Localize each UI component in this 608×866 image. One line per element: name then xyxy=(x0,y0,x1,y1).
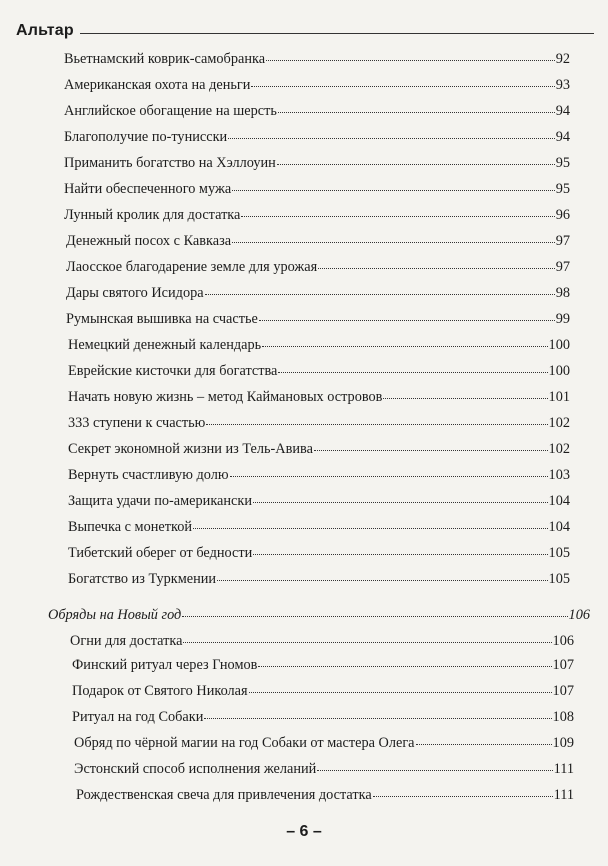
toc-entry[interactable] xyxy=(64,128,570,146)
toc-entry-page: 97 xyxy=(555,259,570,275)
toc-entry[interactable] xyxy=(64,154,570,172)
toc-entry-title: Начать новую жизнь – метод Каймановых островов xyxy=(68,389,383,405)
toc-entry[interactable] xyxy=(74,760,574,778)
toc-entry-title: Эстонский способ исполнения желаний xyxy=(74,761,317,777)
toc-entry-page: 105 xyxy=(548,545,570,561)
toc-entry-page: 107 xyxy=(552,657,574,673)
toc-entry[interactable] xyxy=(72,682,574,700)
dot-leader xyxy=(217,579,547,581)
toc-entry-title: Румынская вышивка на счастье xyxy=(66,311,258,327)
toc-entry[interactable] xyxy=(66,258,570,276)
page-number: – 6 – xyxy=(286,823,322,840)
dot-leader xyxy=(373,795,553,797)
toc-entry-page: 105 xyxy=(548,571,570,587)
toc-entry-title: Рождественская свеча для привлечения достатка xyxy=(76,787,372,803)
dot-leader xyxy=(241,215,554,217)
dot-leader xyxy=(249,691,552,693)
toc-entry[interactable] xyxy=(64,76,570,94)
dot-leader xyxy=(232,189,555,191)
toc-entry-title: Денежный посох с Кавказа xyxy=(66,233,232,249)
toc-entry-title: Тибетский оберег от бедности xyxy=(68,545,253,561)
dot-leader xyxy=(193,527,548,529)
toc-entry[interactable] xyxy=(68,362,570,380)
dot-leader xyxy=(205,293,555,295)
toc-entry-page: 92 xyxy=(555,51,570,67)
toc-entry[interactable] xyxy=(64,180,570,198)
toc-entry[interactable] xyxy=(70,632,574,650)
toc-entry-page: 97 xyxy=(555,233,570,249)
dot-leader xyxy=(278,371,547,373)
toc-entry-page: 99 xyxy=(555,311,570,327)
dot-leader xyxy=(204,717,551,719)
toc-entry-page: 104 xyxy=(548,493,570,509)
header-rule xyxy=(80,33,594,34)
dot-leader xyxy=(232,241,555,243)
dot-leader xyxy=(383,397,547,399)
toc-entry-title: Дары святого Исидора xyxy=(66,285,204,301)
toc-entry-title: Приманить богатство на Хэллоуин xyxy=(64,155,276,171)
dot-leader xyxy=(230,475,548,477)
toc-entry[interactable] xyxy=(68,518,570,536)
dot-leader xyxy=(228,137,555,139)
toc-entry-title: Вьетнамский коврик-самобранка xyxy=(64,51,266,67)
dot-leader xyxy=(318,267,554,269)
dot-leader xyxy=(206,423,547,425)
toc-entry-page: 95 xyxy=(555,155,570,171)
dot-leader xyxy=(314,449,548,451)
dot-leader xyxy=(266,59,555,61)
toc-entry-title: 333 ступени к счастью xyxy=(68,415,206,431)
toc-entry-title: Немецкий денежный календарь xyxy=(68,337,262,353)
toc-entry-page: 106 xyxy=(552,633,574,649)
toc-entry-page: 102 xyxy=(548,415,570,431)
toc-entry-page: 93 xyxy=(555,77,570,93)
toc-entry[interactable] xyxy=(64,102,570,120)
dot-leader xyxy=(251,85,554,87)
running-header xyxy=(16,18,594,44)
toc-entry-title: Защита удачи по-американски xyxy=(68,493,252,509)
toc-entry[interactable] xyxy=(68,388,570,406)
dot-leader xyxy=(182,615,567,617)
toc-entry[interactable] xyxy=(72,708,574,726)
toc-entry-title: Вернуть счастливую долю xyxy=(68,467,229,483)
toc-entry-title: Обряд по чёрной магии на год Собаки от мастера Олега xyxy=(74,735,415,751)
toc-entry-title: Финский ритуал через Гномов xyxy=(72,657,258,673)
toc-entry-title: Подарок от Святого Николая xyxy=(72,683,248,699)
toc-entry-page: 102 xyxy=(548,441,570,457)
toc-entry-page: 104 xyxy=(548,519,570,535)
toc-entry-page: 111 xyxy=(553,761,574,777)
toc-entry-page: 94 xyxy=(555,129,570,145)
dot-leader xyxy=(253,553,547,555)
toc-entry[interactable] xyxy=(66,284,570,302)
toc-entry[interactable] xyxy=(66,310,570,328)
toc-entry[interactable] xyxy=(72,656,574,674)
dot-leader xyxy=(416,743,552,745)
toc-entry[interactable] xyxy=(66,232,570,250)
toc-entry-page: 108 xyxy=(552,709,574,725)
toc-entry-title: Ритуал на год Собаки xyxy=(72,709,204,725)
toc-entry[interactable] xyxy=(68,414,570,432)
toc-entry[interactable] xyxy=(76,786,574,804)
toc-entry-page: 94 xyxy=(555,103,570,119)
toc-entry-title: Секрет экономной жизни из Тель-Авива xyxy=(68,441,313,457)
dot-leader xyxy=(262,345,547,347)
toc-entry-page: 101 xyxy=(548,389,570,405)
toc-entry-page: 111 xyxy=(553,787,574,803)
section-title: Обряды на Новый год xyxy=(48,607,182,623)
toc-entry[interactable] xyxy=(68,492,570,510)
header-title: Альтар xyxy=(16,22,74,39)
section-heading[interactable] xyxy=(48,606,590,624)
toc-entry-page: 100 xyxy=(548,337,570,353)
toc-entry[interactable] xyxy=(64,206,570,224)
toc-entry-title: Огни для достатка xyxy=(70,633,183,649)
toc-entry[interactable] xyxy=(68,544,570,562)
toc-entry-title: Еврейские кисточки для богатства xyxy=(68,363,278,379)
section-page: 106 xyxy=(568,607,590,623)
toc-entry[interactable] xyxy=(68,440,570,458)
toc-entry[interactable] xyxy=(74,734,574,752)
toc-entry[interactable] xyxy=(68,466,570,484)
toc-entry-title: Английское обогащение на шерсть xyxy=(64,103,277,119)
dot-leader xyxy=(317,769,552,771)
toc-entry-page: 98 xyxy=(555,285,570,301)
toc-entry-title: Лаосское благодарение земле для урожая xyxy=(66,259,318,275)
dot-leader xyxy=(278,111,555,113)
toc-entry-title: Выпечка с монеткой xyxy=(68,519,193,535)
toc-entry[interactable] xyxy=(64,50,570,68)
dot-leader xyxy=(183,641,551,643)
toc-entry-page: 109 xyxy=(552,735,574,751)
dot-leader xyxy=(277,163,555,165)
dot-leader xyxy=(258,665,551,667)
toc-entry-title: Богатство из Туркмении xyxy=(68,571,217,587)
dot-leader xyxy=(259,319,555,321)
toc-entry-title: Американская охота на деньги xyxy=(64,77,251,93)
toc-entry[interactable] xyxy=(68,336,570,354)
toc-entry-page: 96 xyxy=(555,207,570,223)
toc-entry-page: 95 xyxy=(555,181,570,197)
toc-entry[interactable] xyxy=(68,570,570,588)
toc-entry-title: Лунный кролик для достатка xyxy=(64,207,241,223)
toc-entry-title: Найти обеспеченного мужа xyxy=(64,181,232,197)
toc-entry-page: 107 xyxy=(552,683,574,699)
toc-entry-page: 100 xyxy=(548,363,570,379)
toc-entry-title: Благополучие по-тунисски xyxy=(64,129,228,145)
toc-entry-page: 103 xyxy=(548,467,570,483)
dot-leader xyxy=(253,501,548,503)
